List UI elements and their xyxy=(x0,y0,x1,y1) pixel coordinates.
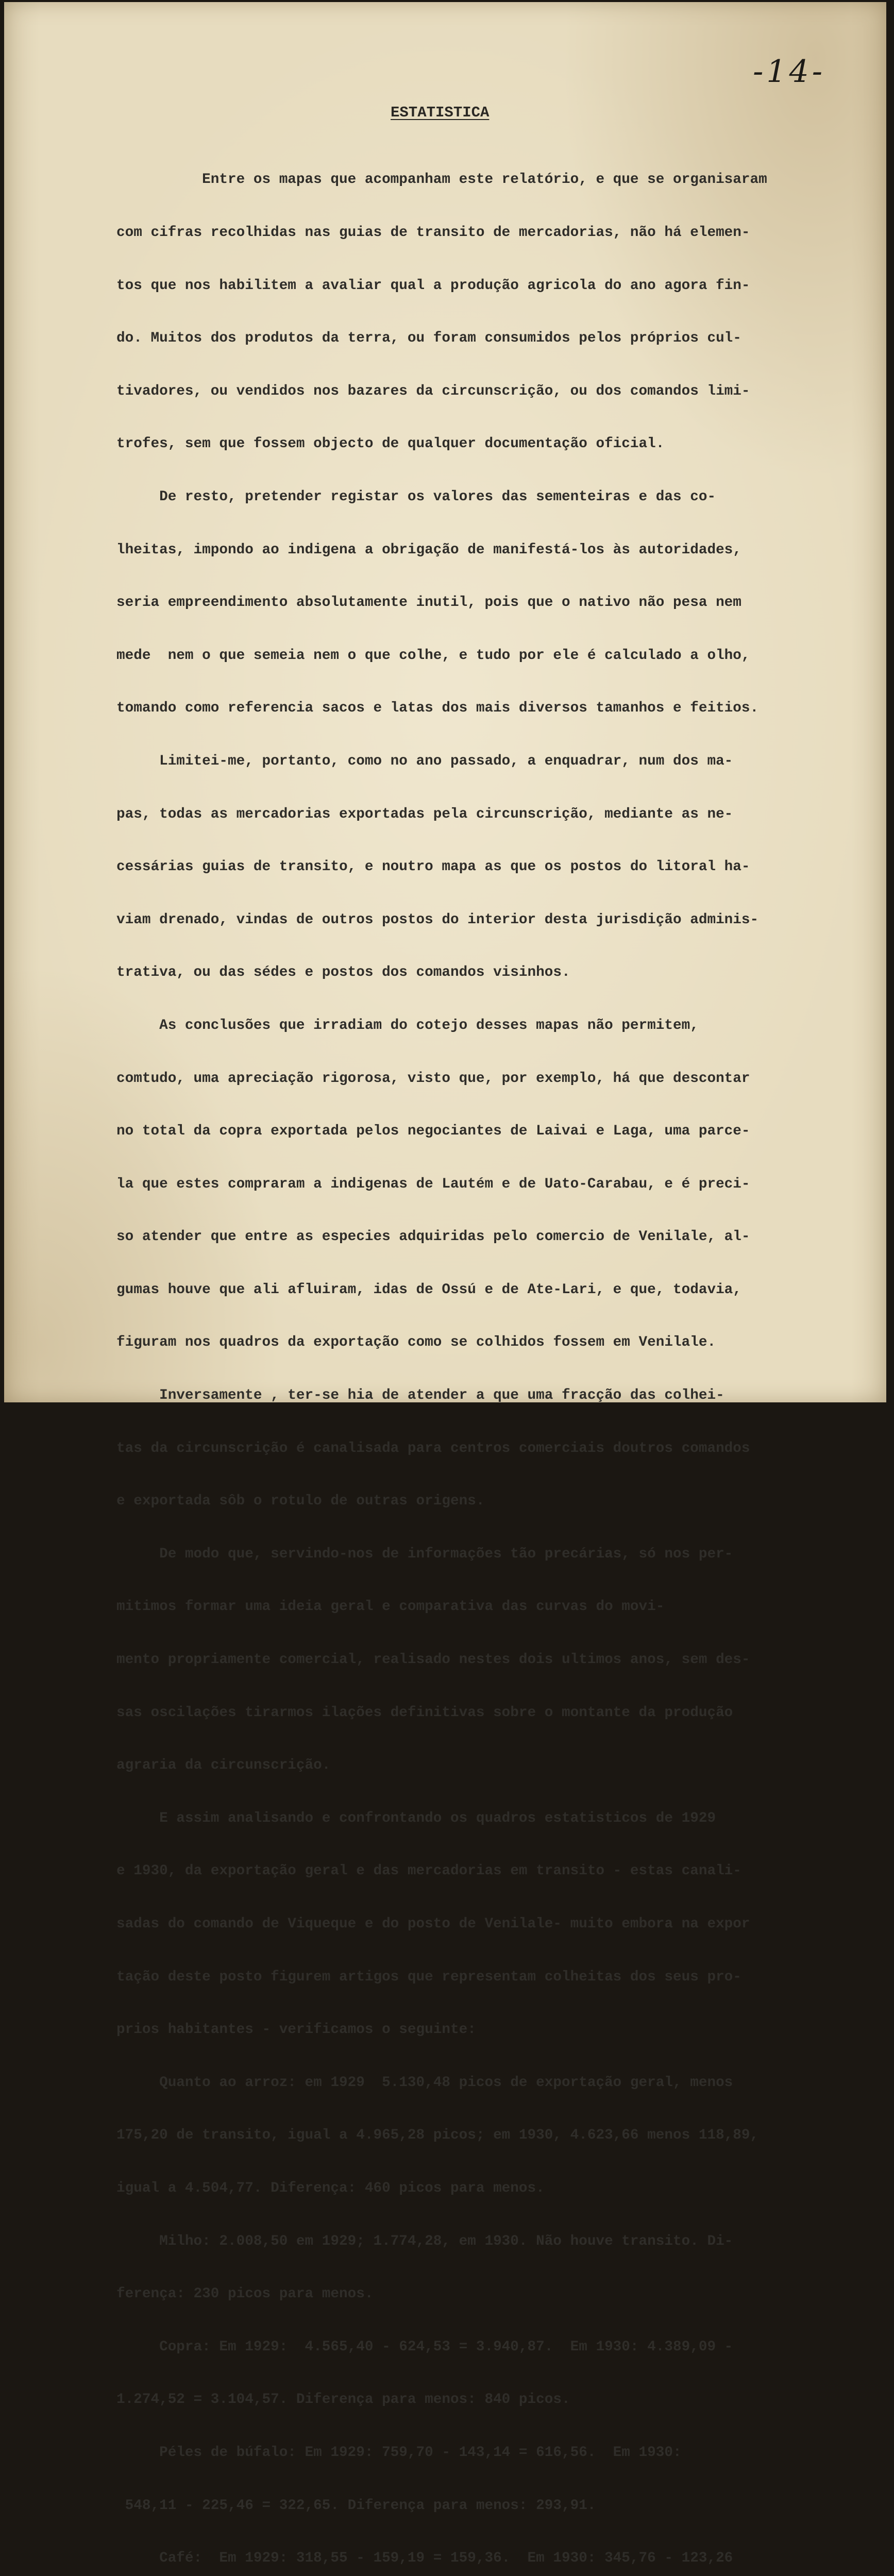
body-line: tas da circunscrição é canalisada para centros comerciais doutros comandos xyxy=(116,1440,750,1456)
body-line: trofes, sem que fossem objecto de qualquer documentação oficial. xyxy=(116,436,665,452)
body-line: 1.274,52 = 3.104,57. Diferença para menos: 840 picos. xyxy=(116,2392,570,2408)
body-line: seria empreendimento absolutamente inutil, pois que o nativo não pesa nem xyxy=(116,595,741,611)
body-line: so atender que entre as especies adquiridas pelo comercio de Venilale, al- xyxy=(116,1229,750,1245)
body-line: cessárias guias de transito, e noutro mapa as que os postos do litoral ha- xyxy=(116,859,750,875)
body-line: pas, todas as mercadorias exportadas pela circunscrição, mediante as ne- xyxy=(116,806,733,822)
body-line: gumas houve que ali afluiram, idas de Ossú e de Ate-Lari, e que, todavia, xyxy=(116,1281,741,1298)
body-line: mitimos formar uma ideia geral e comparativa das curvas do movi- xyxy=(116,1599,665,1615)
body-line: la que estes compraram a indigenas de Lautém e de Uato-Carabau, e é preci- xyxy=(116,1176,750,1192)
body-line: tivadores, ou vendidos nos bazares da circunscrição, ou dos comandos limi- xyxy=(116,383,750,399)
body-line: Limitei-me, portanto, como no ano passado, a enquadrar, num dos ma- xyxy=(116,753,733,769)
body-line: agraria da circunscrição. xyxy=(116,1757,331,1774)
body-line: Péles de búfalo: Em 1929: 759,70 - 143,14 = 616,56. Em 1930: xyxy=(116,2444,682,2461)
document-body xyxy=(116,136,879,2576)
body-line: Inversamente , ter-se hia de atender a que uma fracção das colhei- xyxy=(116,1387,724,1404)
body-line: Café: Em 1929: 318,55 - 159,19 = 159,36. Em 1930: 345,76 - 123,26 xyxy=(116,2550,733,2567)
body-line: prios habitantes - verificamos o seguinte: xyxy=(116,2022,476,2038)
body-line: Quanto ao arroz: em 1929 5.130,48 picos de exportação geral, menos xyxy=(116,2074,733,2091)
body-line: De modo que, servindo-nos de informações tão precárias, só nos per- xyxy=(116,1546,733,1562)
body-line: Milho: 2.008,50 em 1929; 1.774,28, em 1930. Não houve transito. Di- xyxy=(116,2233,733,2249)
body-line: sas oscilações tirarmos ilações definitivas sobre o montante da produção xyxy=(116,1704,733,1721)
body-line: do. Muitos dos produtos da terra, ou foram consumidos pelos próprios cul- xyxy=(116,330,741,347)
body-line: tação deste posto figurem artigos que representam colheitas dos seus pro- xyxy=(116,1969,741,1985)
body-line: figuram nos quadros da exportação como se colhidos fossem em Venilale. xyxy=(116,1334,716,1351)
body-line: igual a 4.504,77. Diferença: 460 picos para menos. xyxy=(116,2180,545,2196)
body-line: lheitas, impondo ao indigena a obrigação de manifestá-los às autoridades, xyxy=(116,541,741,558)
body-line: comtudo, uma apreciação rigorosa, visto que, por exemplo, há que descontar xyxy=(116,1070,750,1087)
page-number: -14- xyxy=(753,54,825,90)
body-line: no total da copra exportada pelos negociantes de Laivai e Laga, uma parce- xyxy=(116,1123,750,1140)
body-line: Copra: Em 1929: 4.565,40 - 624,53 = 3.940,87. Em 1930: 4.389,09 - xyxy=(116,2338,733,2355)
document-page xyxy=(4,2,886,2567)
body-line: 175,20 de transito, igual a 4.965,28 picos; em 1930, 4.623,66 menos 118,89, xyxy=(116,2127,759,2144)
body-line: com cifras recolhidas nas guias de transito de mercadorias, não há elemen- xyxy=(116,225,750,241)
body-line: trativa, ou das sédes e postos dos comandos visinhos. xyxy=(116,964,570,981)
body-line: sadas do comando de Viqueque e do posto de Venilale- muito embora na expor xyxy=(116,1916,750,1932)
body-line: viam drenado, vindas de outros postos do interior desta jurisdição adminis- xyxy=(116,911,759,928)
body-line: As conclusões que irradiam do cotejo desses mapas não permitem, xyxy=(116,1017,699,1033)
document-heading: ESTATISTICA xyxy=(391,104,490,121)
body-line: 548,11 - 225,46 = 322,65. Diferença para menos: 293,91. xyxy=(116,2497,596,2514)
body-line: E assim analisando e confrontando os quadros estatisticos de 1929 xyxy=(116,1810,716,1826)
body-line: mede nem o que semeia nem o que colhe, e tudo por ele é calculado a olho, xyxy=(116,647,750,664)
body-line: mento propriamente comercial, realisado nestes dois ultimos anos, sem des- xyxy=(116,1652,750,1668)
body-line: tos que nos habilitem a avaliar qual a produção agricola do ano agora fin- xyxy=(116,277,750,294)
body-line: De resto, pretender registar os valores das sementeiras e das co- xyxy=(116,488,716,505)
body-line: e 1930, da exportação geral e das mercadorias em transito - estas canali- xyxy=(116,1863,741,1879)
body-line: Entre os mapas que acompanham este relatório, e que se organisaram xyxy=(116,172,767,188)
body-line: ferença: 230 picos para menos. xyxy=(116,2286,374,2302)
body-line: tomando como referencia sacos e latas dos mais diversos tamanhos e feitios. xyxy=(116,700,759,717)
body-line: e exportada sôb o rotulo de outras origens. xyxy=(116,1493,485,1510)
